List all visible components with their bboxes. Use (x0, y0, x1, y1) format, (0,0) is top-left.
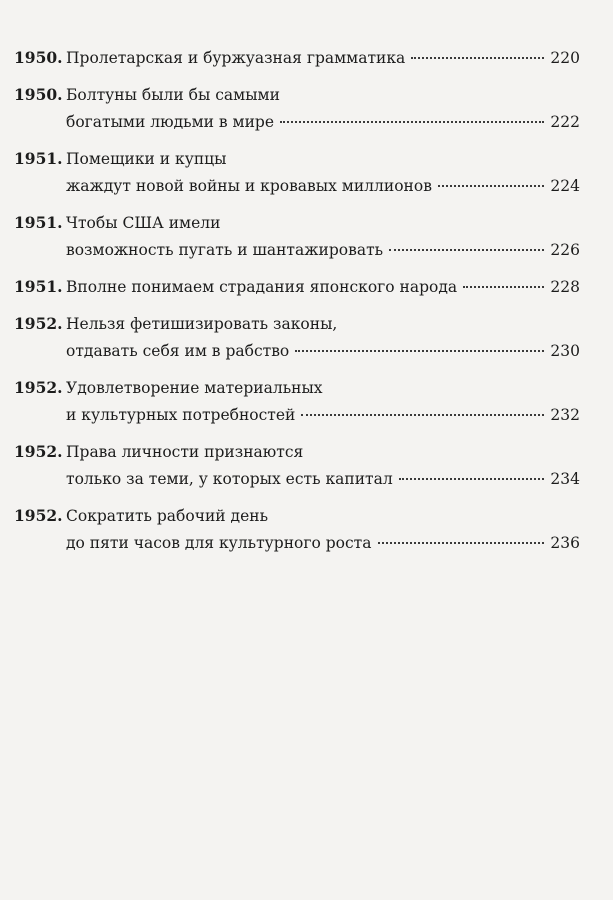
toc-page-number: 222 (550, 113, 580, 131)
toc-entry-line (14, 273, 580, 301)
toc-title-text: богатыми людьми в мире (66, 113, 275, 131)
toc-title-text: Помещики и купцы (66, 150, 227, 168)
toc-year: 1951. (14, 277, 63, 296)
dot-leader (438, 185, 544, 187)
toc-year: 1952. (14, 442, 63, 461)
dot-leader (295, 350, 544, 352)
dot-leader (463, 286, 544, 288)
toc-entry (14, 310, 580, 365)
toc-year: 1950. (14, 48, 63, 67)
toc-title-text: Нельзя фетишизировать законы, (66, 315, 338, 333)
toc-title-text: Удовлетворение материальных (66, 379, 323, 397)
toc-entry-line (14, 502, 580, 530)
dot-leader (399, 478, 545, 480)
toc-year: 1952. (14, 314, 63, 333)
toc-title-text: Болтуны были бы самыми (66, 86, 280, 104)
toc-year: 1952. (14, 506, 63, 525)
toc-entry-line (14, 209, 580, 237)
toc-entry (14, 44, 580, 72)
toc-title-text: Чтобы США имели (66, 214, 221, 232)
dot-leader (280, 121, 544, 123)
toc-entry-line (14, 530, 580, 557)
toc-entry (14, 81, 580, 136)
toc-title-text: только за теми, у которых есть капитал (66, 470, 393, 488)
toc-entry-line (14, 145, 580, 173)
toc-entry (14, 502, 580, 557)
toc-year: 1951. (14, 213, 63, 232)
toc-entry-line (14, 310, 580, 338)
toc-title-text: и культурных потребностей (66, 406, 296, 424)
toc-year: 1952. (14, 378, 63, 397)
dot-leader (301, 414, 544, 416)
toc-title-text: Вполне понимаем страдания японского народа (66, 278, 458, 296)
toc-title-text: Сократить рабочий день (66, 507, 269, 525)
toc-entry-line (14, 109, 580, 136)
toc-entry (14, 145, 580, 200)
toc-entry-line (14, 374, 580, 402)
toc-year: 1950. (14, 85, 63, 104)
table-of-contents (14, 44, 580, 566)
toc-entry-line (14, 466, 580, 493)
toc-page-number: 232 (550, 406, 580, 424)
toc-entry-line (14, 44, 580, 72)
toc-page-number: 230 (550, 342, 580, 360)
toc-entry-line (14, 81, 580, 109)
dot-leader (411, 57, 544, 59)
toc-entry-line (14, 338, 580, 365)
toc-entry (14, 209, 580, 264)
toc-page-number: 226 (550, 241, 580, 259)
toc-year: 1951. (14, 149, 63, 168)
toc-title-text: Пролетарская и буржуазная грамматика (66, 49, 406, 67)
toc-title-text: возможность пугать и шантажировать (66, 241, 384, 259)
toc-title-text: Права личности признаются (66, 443, 304, 461)
toc-entry (14, 438, 580, 493)
dot-leader (389, 249, 544, 251)
toc-entry-line (14, 237, 580, 264)
toc-entry (14, 374, 580, 429)
toc-page-number: 234 (550, 470, 580, 488)
toc-entry-line (14, 402, 580, 429)
toc-page-number: 220 (550, 49, 580, 67)
toc-title-text: жаждут новой войны и кровавых миллионов (66, 177, 432, 195)
toc-entry (14, 273, 580, 301)
toc-title-text: отдавать себя им в рабство (66, 342, 290, 360)
toc-entry-line (14, 438, 580, 466)
toc-title-text: до пяти часов для культурного роста (66, 534, 372, 552)
toc-page-number: 236 (550, 534, 580, 552)
toc-entry-line (14, 173, 580, 200)
toc-page-number: 228 (550, 278, 580, 296)
dot-leader (378, 542, 545, 544)
toc-page-number: 224 (550, 177, 580, 195)
